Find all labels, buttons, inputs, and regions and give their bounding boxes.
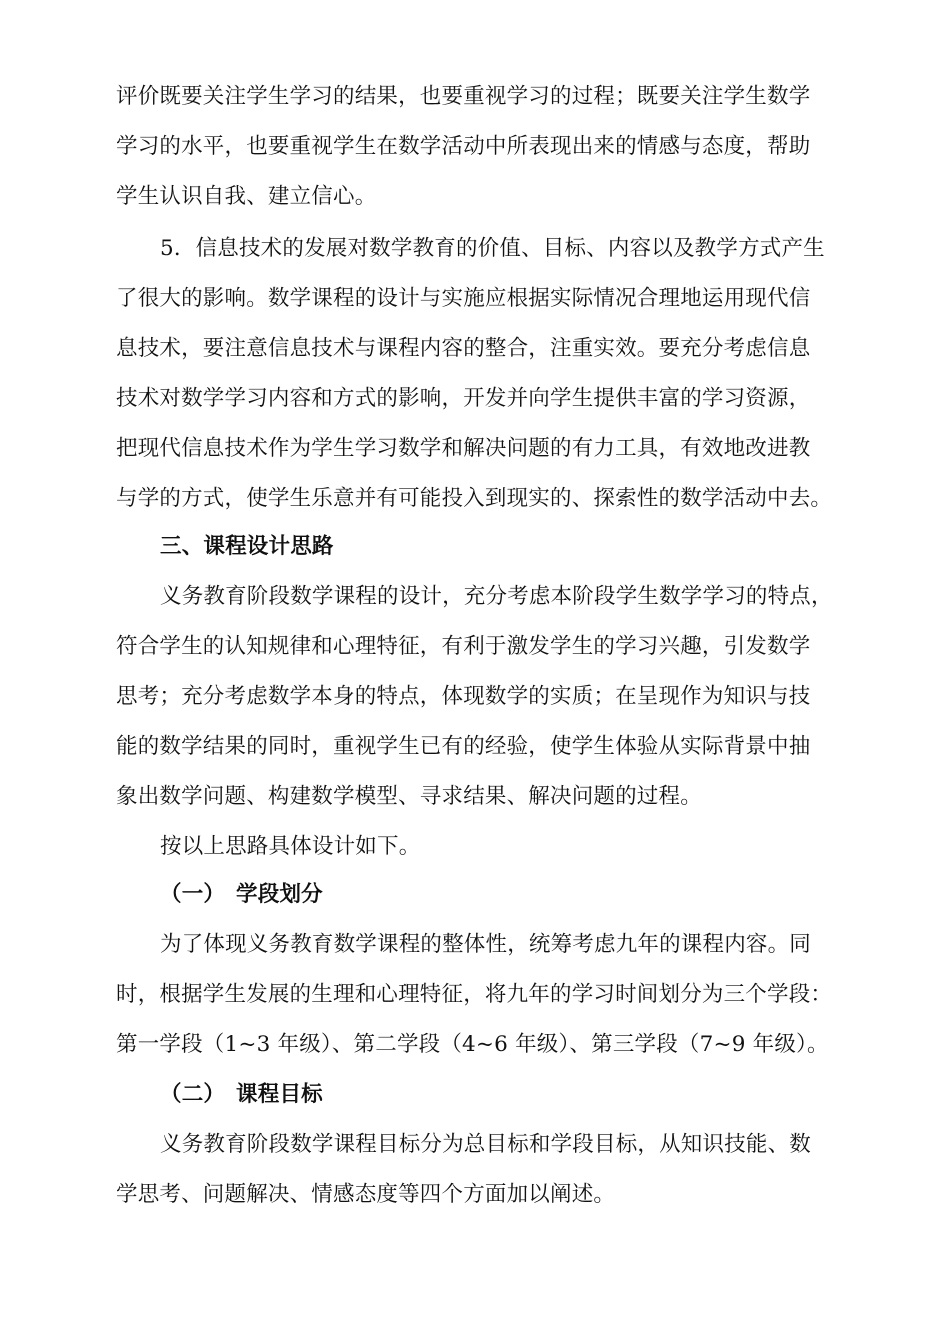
body-text-line: 了很大的影响。数学课程的设计与实施应根据实际情况合理地运用现代信: [116, 286, 811, 311]
body-text-line: 第一学段（1~3 年级）、第二学段（4~6 年级）、第三学段（7~9 年级）。: [116, 1032, 829, 1057]
body-text-line: 时，根据学生发展的生理和心理特征，将九年的学习时间划分为三个学段：: [116, 982, 833, 1007]
body-text-line: 义务教育阶段数学课程的设计，充分考虑本阶段学生数学学习的特点，: [160, 584, 833, 609]
body-text-line: 能的数学结果的同时，重视学生已有的经验，使学生体验从实际背景中抽: [116, 734, 811, 759]
body-text-line: 息技术，要注意信息技术与课程内容的整合，注重实效。要充分考虑信息: [116, 336, 811, 361]
body-text-line: 学生认识自我、建立信心。: [116, 184, 377, 209]
body-text-line: 符合学生的认知规律和心理特征，有利于激发学生的学习兴趣，引发数学: [116, 634, 811, 659]
subsection-heading: （一） 学段划分: [160, 882, 323, 907]
body-text-line: 5．信息技术的发展对数学教育的价值、目标、内容以及教学方式产生: [160, 236, 825, 261]
body-text-line: 学思考、问题解决、情感态度等四个方面加以阐述。: [116, 1182, 616, 1207]
body-text-line: 学习的水平，也要重视学生在数学活动中所表现出来的情感与态度，帮助: [116, 134, 811, 159]
body-text-line: 为了体现义务教育数学课程的整体性，统筹考虑九年的课程内容。同: [160, 932, 812, 957]
body-text-line: 义务教育阶段数学课程目标分为总目标和学段目标，从知识技能、数: [160, 1132, 812, 1157]
body-text-line: 把现代信息技术作为学生学习数学和解决问题的有力工具，有效地改进教: [116, 436, 811, 461]
body-text-line: 象出数学问题、构建数学模型、寻求结果、解决问题的过程。: [116, 784, 702, 809]
body-text-line: 与学的方式，使学生乐意并有可能投入到现实的、探索性的数学活动中去。: [116, 486, 833, 511]
body-text-line: 思考；充分考虑数学本身的特点，体现数学的实质；在呈现作为知识与技: [116, 684, 811, 709]
section-heading: 三、课程设计思路: [160, 534, 334, 559]
body-text-line: 技术对数学学习内容和方式的影响，开发并向学生提供丰富的学习资源，: [116, 386, 811, 411]
body-text-line: 按以上思路具体设计如下。: [160, 834, 421, 859]
body-text-line: 评价既要关注学生学习的结果，也要重视学习的过程；既要关注学生数学: [116, 84, 811, 109]
subsection-heading: （二） 课程目标: [160, 1082, 323, 1107]
